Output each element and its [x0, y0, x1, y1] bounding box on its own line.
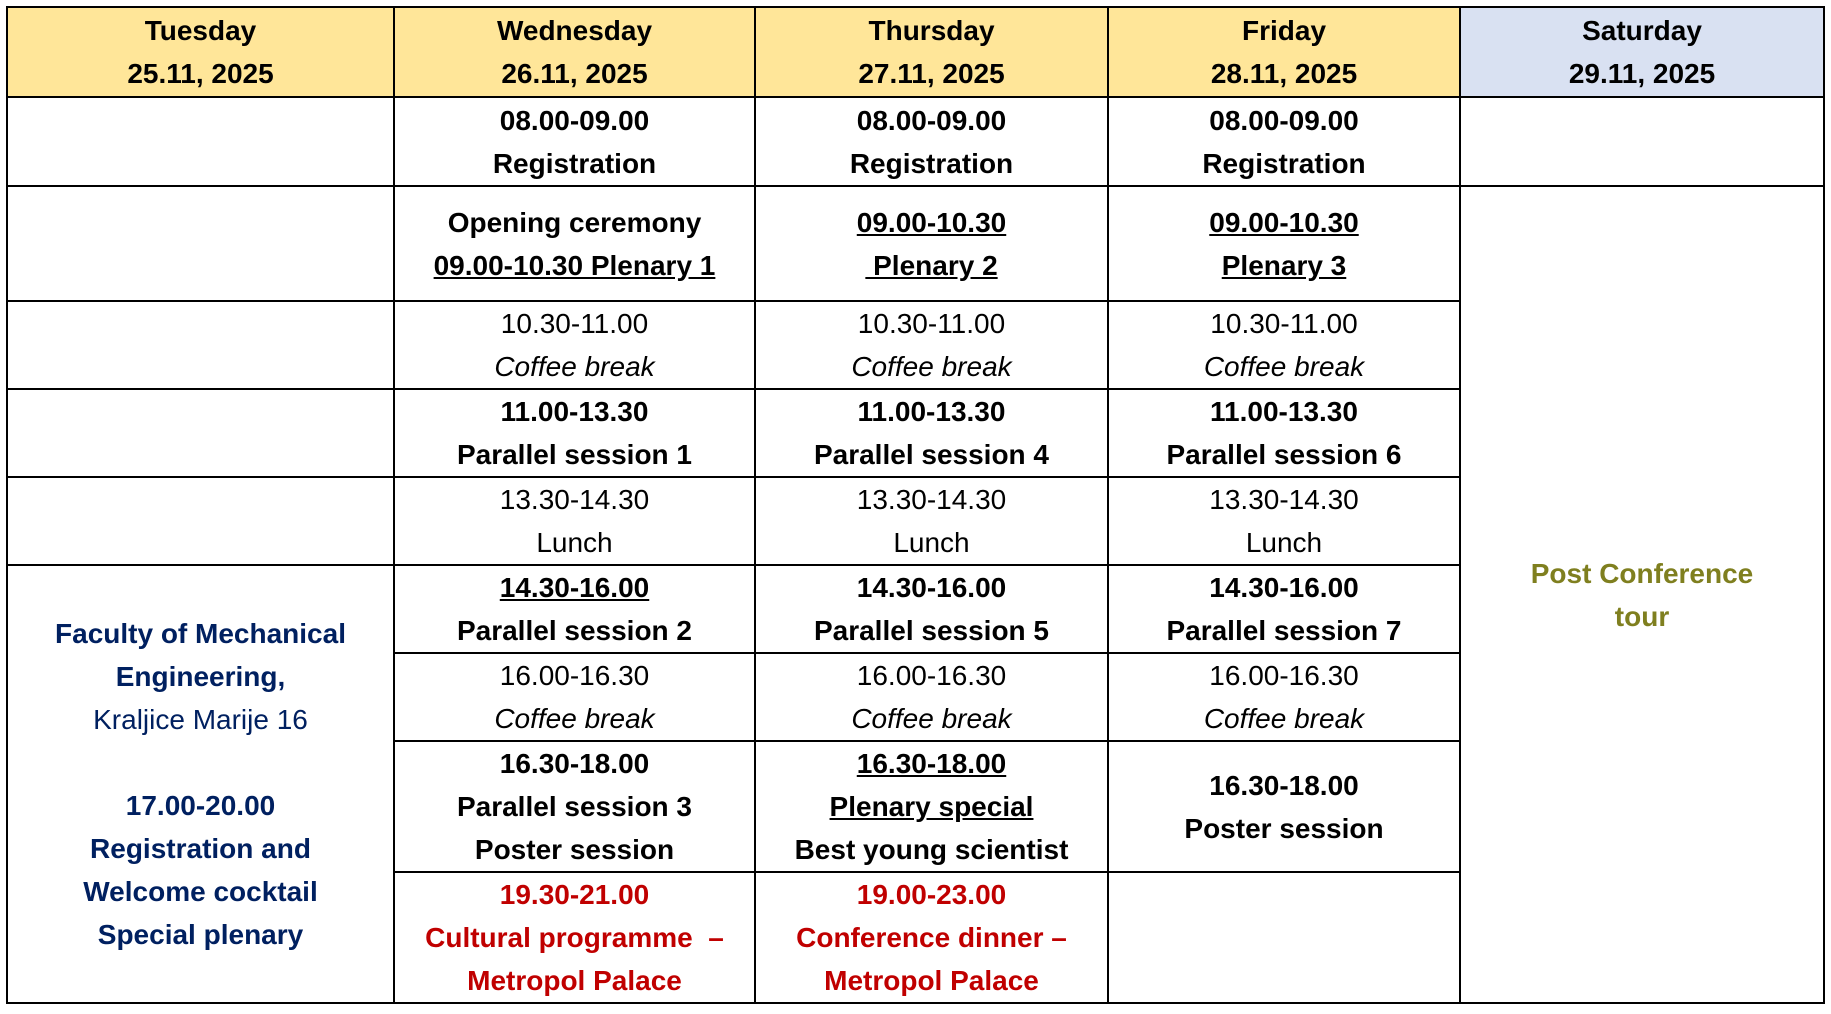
conference-dinner: 19.00-23.00 Conference dinner – Metropol Palace: [755, 872, 1108, 1003]
poster-session-friday: 16.30-18.00 Poster session: [1108, 741, 1460, 872]
plenary-wednesday: Opening ceremony 09.00-10.30 Plenary 1: [394, 186, 755, 301]
plenary-special: 16.30-18.00 Plenary special Best young scientist: [755, 741, 1108, 872]
parallel-session-3: 16.30-18.00 Parallel session 3 Poster session: [394, 741, 755, 872]
plenary-thursday: 09.00-10.30 Plenary 2: [755, 186, 1108, 301]
coffee-break-wednesday-pm: 16.00-16.30 Coffee break: [394, 653, 755, 741]
header-friday: Friday 28.11, 2025: [1108, 7, 1460, 97]
parallel-session-1: 11.00-13.30 Parallel session 1: [394, 389, 755, 477]
header-saturday: Saturday 29.11, 2025: [1460, 7, 1824, 97]
registration-row: [7, 97, 1824, 186]
empty-cell: [7, 97, 394, 186]
cultural-programme: 19.30-21.00 Cultural programme – Metropol Palace: [394, 872, 755, 1003]
empty-cell: [1108, 872, 1460, 1003]
parallel-session-4: 11.00-13.30 Parallel session 4: [755, 389, 1108, 477]
parallel-session-6: 11.00-13.30 Parallel session 6: [1108, 389, 1460, 477]
registration-wednesday: 08.00-09.00 Registration: [394, 97, 755, 186]
plenary-row: [7, 186, 1824, 301]
header-row: [7, 7, 1824, 97]
coffee-break-thursday-pm: 16.00-16.30 Coffee break: [755, 653, 1108, 741]
header-tuesday: Tuesday 25.11, 2025: [7, 7, 394, 97]
coffee-break-thursday: 10.30-11.00 Coffee break: [755, 301, 1108, 389]
coffee-break-friday-pm: 16.00-16.30 Coffee break: [1108, 653, 1460, 741]
lunch-wednesday: 13.30-14.30 Lunch: [394, 477, 755, 565]
coffee-break-friday: 10.30-11.00 Coffee break: [1108, 301, 1460, 389]
lunch-thursday: 13.30-14.30 Lunch: [755, 477, 1108, 565]
plenary-friday: 09.00-10.30 Plenary 3: [1108, 186, 1460, 301]
parallel-session-5: 14.30-16.00 Parallel session 5: [755, 565, 1108, 653]
empty-cell: [7, 301, 394, 389]
empty-cell: [7, 389, 394, 477]
parallel-session-7: 14.30-16.00 Parallel session 7: [1108, 565, 1460, 653]
empty-cell: [7, 477, 394, 565]
conference-schedule-table: [6, 6, 1825, 1004]
header-wednesday: Wednesday 26.11, 2025: [394, 7, 755, 97]
post-conference-tour: Post Conference tour: [1460, 186, 1824, 1003]
registration-friday: 08.00-09.00 Registration: [1108, 97, 1460, 186]
registration-thursday: 08.00-09.00 Registration: [755, 97, 1108, 186]
coffee-break-wednesday: 10.30-11.00 Coffee break: [394, 301, 755, 389]
empty-cell: [7, 186, 394, 301]
tuesday-welcome-event: Faculty of Mechanical Engineering, Kraljice Marije 16 17.00-20.00 Registration and Welcome cocktail Special plenary: [7, 565, 394, 1003]
header-thursday: Thursday 27.11, 2025: [755, 7, 1108, 97]
parallel-session-2: 14.30-16.00 Parallel session 2: [394, 565, 755, 653]
lunch-friday: 13.30-14.30 Lunch: [1108, 477, 1460, 565]
empty-cell: [1460, 97, 1824, 186]
